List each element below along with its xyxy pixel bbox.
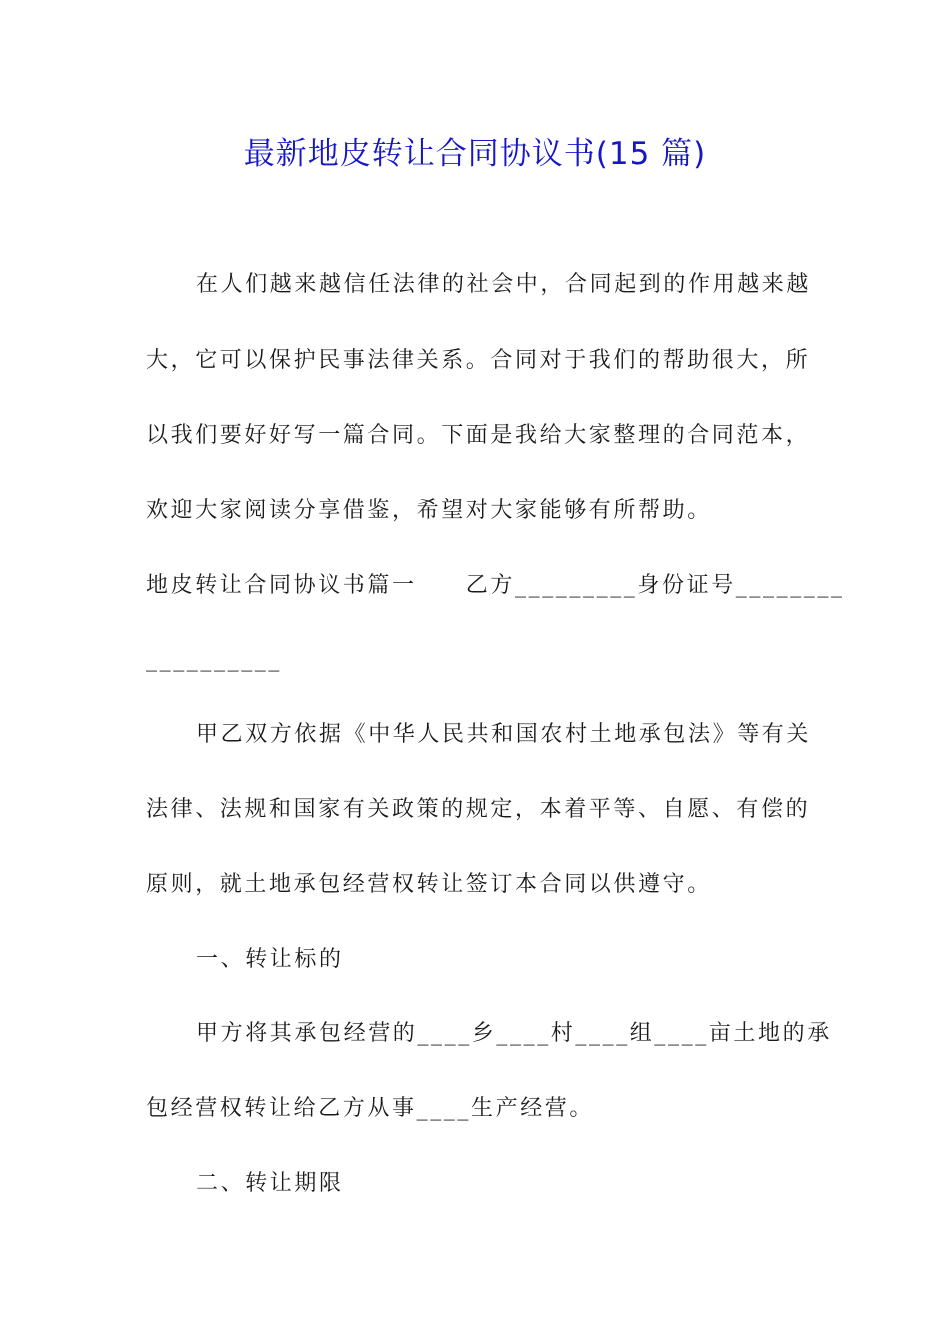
paragraph-line: 大，它可以保护民事法律关系。合同对于我们的帮助很大，所 [146, 348, 811, 373]
paragraph-line: 包经营权转让给乙方从事____生产经营。 [146, 1096, 595, 1121]
clause-heading: 一、转让标的 [196, 947, 344, 972]
document-title: 最新地皮转让合同协议书(15 篇) [243, 136, 707, 172]
paragraph-line: 以我们要好好写一篇合同。下面是我给大家整理的合同范本， [146, 423, 811, 448]
paragraph-line: 欢迎大家阅读分享借鉴，希望对大家能够有所帮助。 [146, 498, 712, 523]
blank-line: __________ [146, 647, 282, 672]
clause-heading: 二、转让期限 [196, 1171, 344, 1196]
paragraph-line: 原则，就土地承包经营权转让签订本合同以供遵守。 [146, 872, 712, 897]
paragraph-line: 甲方将其承包经营的____乡____村____组____亩土地的承 [196, 1021, 832, 1046]
paragraph-line: 法律、法规和国家有关政策的规定，本着平等、自愿、有偿的 [146, 797, 811, 822]
paragraph-line: 甲乙双方依据《中华人民共和国农村土地承包法》等有关 [196, 722, 812, 747]
section-heading-line: 地皮转让合同协议书篇一 乙方_________身份证号________ [146, 573, 845, 598]
paragraph-line: 在人们越来越信任法律的社会中，合同起到的作用越来越 [196, 272, 812, 297]
